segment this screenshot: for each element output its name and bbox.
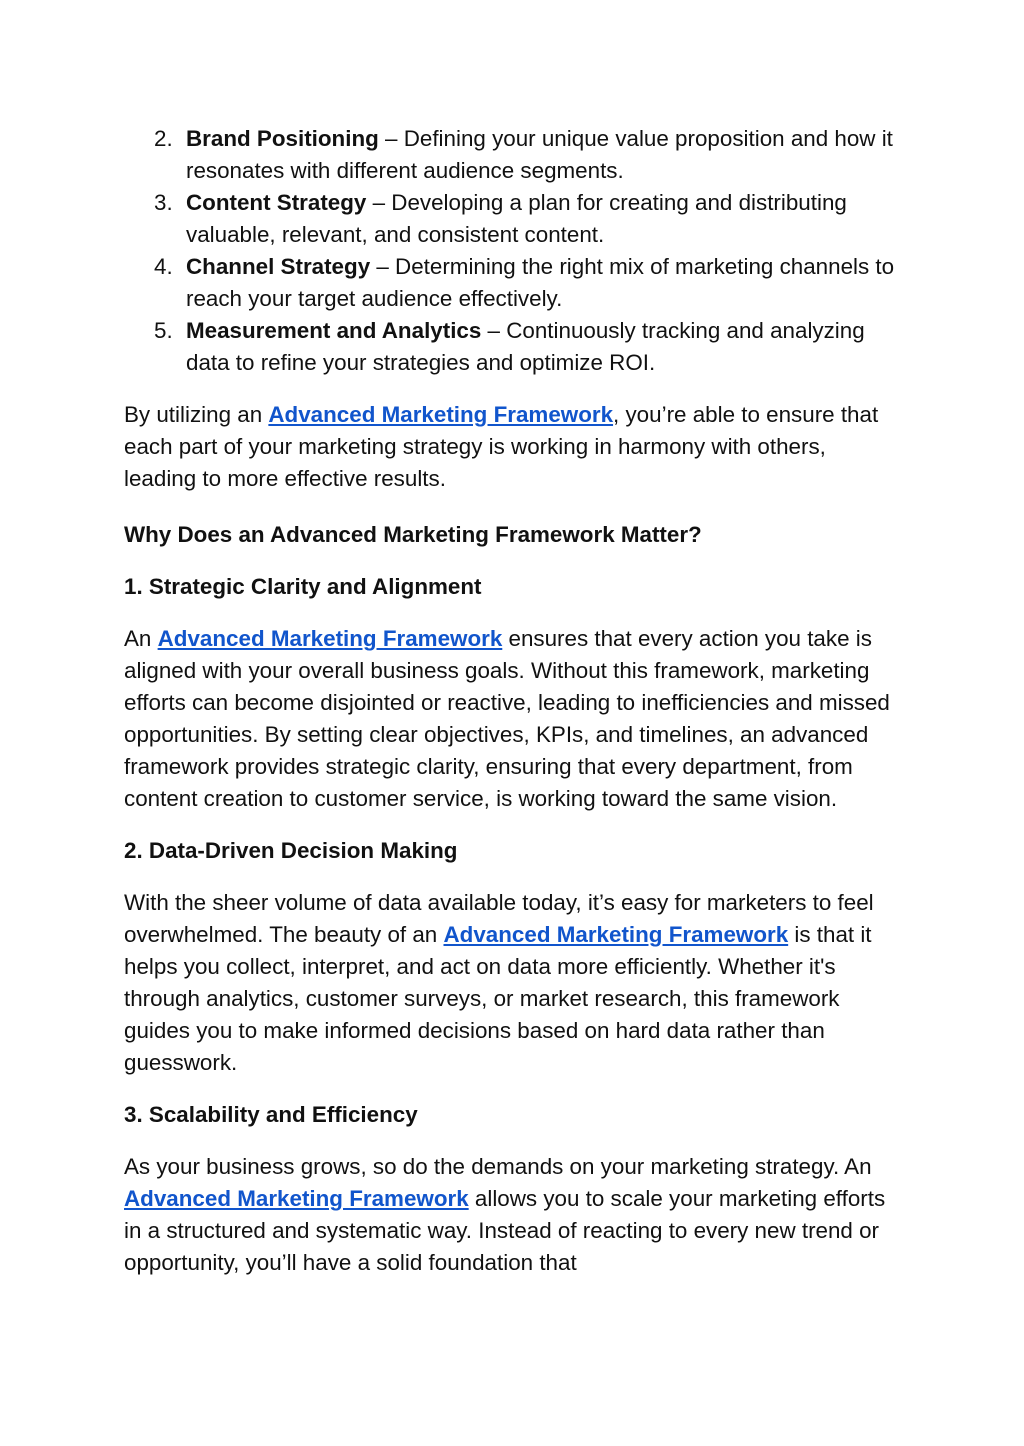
framework-link[interactable]: Advanced Marketing Framework xyxy=(268,402,614,427)
intro-paragraph xyxy=(124,399,904,495)
section-text-after: allows you to scale your marketing efforts in a structured and systematic way. Instead of reacting to every new trend or opportunity, you’ll have a solid foundation that xyxy=(124,1186,886,1275)
list-number: 2. xyxy=(154,126,173,151)
list-item-text: – Determining the right mix of marketing channels to reach your target audience effectively. xyxy=(186,254,895,311)
list-item-title: Brand Positioning xyxy=(186,126,379,151)
framework-link[interactable]: Advanced Marketing Framework xyxy=(443,922,789,947)
list-item xyxy=(124,187,904,251)
section-paragraph xyxy=(124,1151,904,1279)
list-number: 5. xyxy=(154,318,173,343)
list-number: 4. xyxy=(154,254,173,279)
section-paragraph xyxy=(124,887,904,1079)
framework-link[interactable]: Advanced Marketing Framework xyxy=(124,1186,469,1211)
list-item xyxy=(124,315,904,379)
section-text-before: As your business grows, so do the demands on your marketing strategy. An xyxy=(124,1154,872,1179)
section-text-after: ensures that every action you take is aligned with your overall business goals. Without this framework, marketing efforts can become disjointed or reactive, leading to inefficiencies and missed opportunities. By setting clear objectives, KPIs, and timelines, an advanced framework provides strategic clarity, ensuring that every department, from content creation to customer service, is working toward the same vision. xyxy=(124,626,890,811)
section-heading: 1. Strategic Clarity and Alignment xyxy=(124,574,482,599)
list-item-text: – Continuously tracking and analyzing data to refine your strategies and optimize ROI. xyxy=(186,318,865,375)
section-text-before: An xyxy=(124,626,158,651)
section-paragraph xyxy=(124,623,904,815)
list-item-text: – Defining your unique value proposition and how it resonates with different audience segments. xyxy=(186,126,893,183)
list-number: 3. xyxy=(154,190,173,215)
intro-text-before: By utilizing an xyxy=(124,402,269,427)
framework-list xyxy=(124,123,904,379)
section-heading: 2. Data-Driven Decision Making xyxy=(124,838,458,863)
section-text-before: With the sheer volume of data available today, it’s easy for marketers to feel overwhelmed. The beauty of an xyxy=(124,890,874,947)
list-item-title: Content Strategy xyxy=(186,190,367,215)
section-heading: 3. Scalability and Efficiency xyxy=(124,1102,418,1127)
framework-link[interactable]: Advanced Marketing Framework xyxy=(157,626,503,651)
list-item-title: Channel Strategy xyxy=(186,254,371,279)
list-item xyxy=(124,251,904,315)
list-item xyxy=(124,123,904,187)
intro-text-after: , you’re able to ensure that each part of your marketing strategy is working in harmony with others, leading to more effective results. xyxy=(124,402,879,491)
list-item-title: Measurement and Analytics xyxy=(186,318,482,343)
section-text-after: is that it helps you collect, interpret, and act on data more efficiently. Whether it's through analytics, customer surveys, or market research, this framework guides you to make informed decisions based on hard data rather than guesswork. xyxy=(124,922,872,1075)
why-heading: Why Does an Advanced Marketing Framework Matter? xyxy=(124,522,702,547)
list-item-text: – Developing a plan for creating and distributing valuable, relevant, and consistent content. xyxy=(186,190,847,247)
document-page xyxy=(124,123,904,1279)
